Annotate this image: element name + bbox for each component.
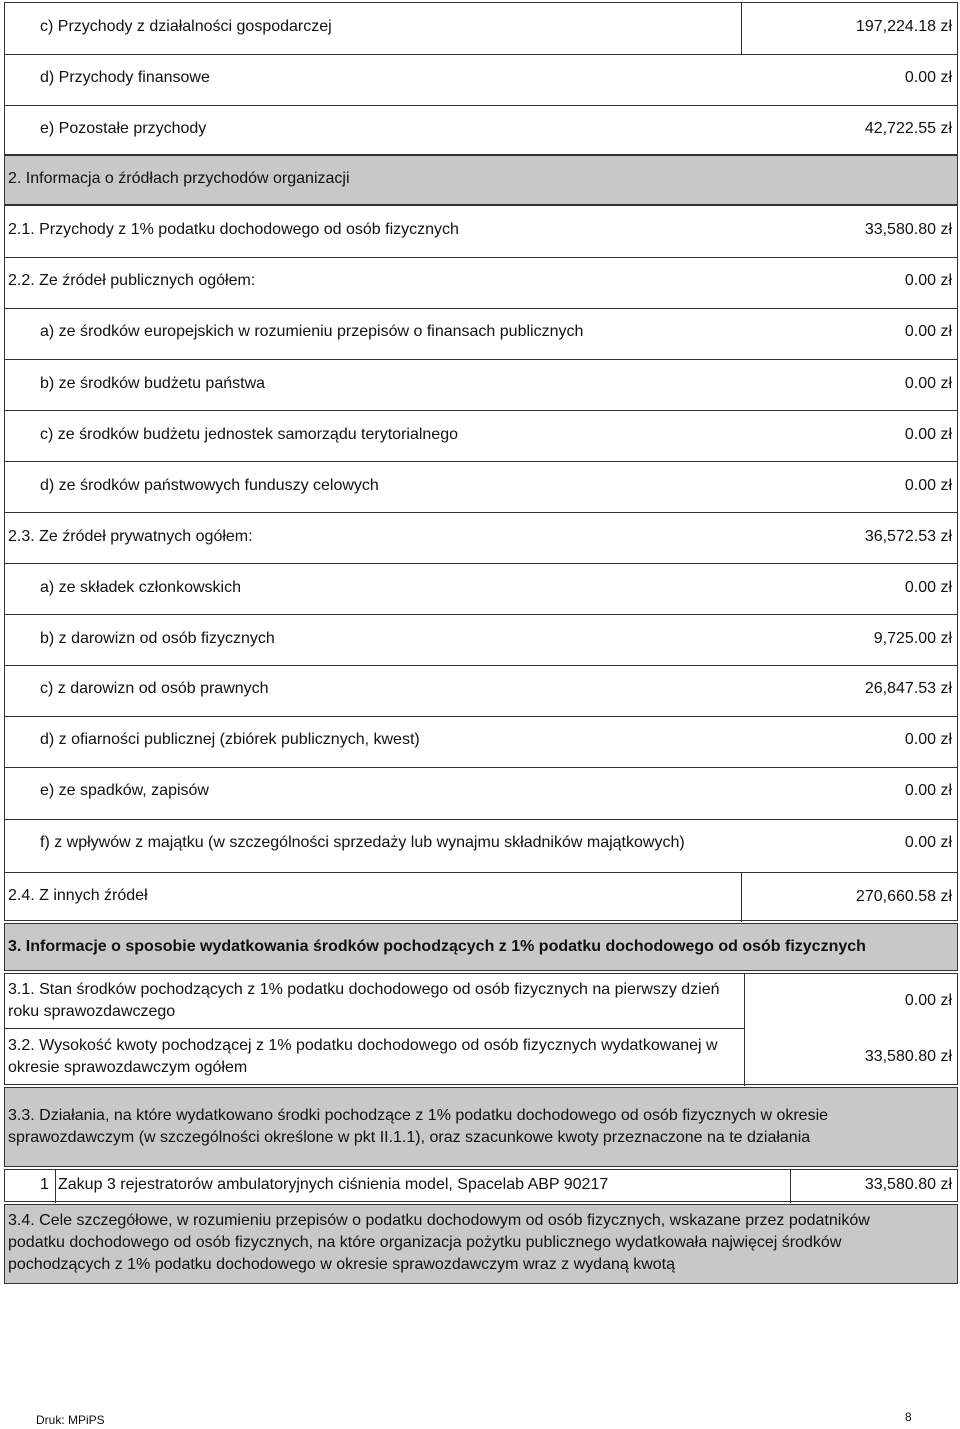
section2-row-label: d) z ofiarności publicznej (zbiórek publicznych, kwest) — [40, 731, 420, 748]
income-row-label: d) Przychody finansowe — [40, 69, 210, 86]
section2-row-value: 9,725.00 zł — [873, 630, 952, 647]
section2-row-label: c) ze środków budżetu jednostek samorządu terytorialnego — [40, 426, 458, 443]
section2-row-label: d) ze środków państwowych funduszy celowych — [40, 477, 379, 494]
section2-row-value: 33,580.80 zł — [864, 221, 952, 238]
section2-row-label: b) z darowizn od osób fizycznych — [40, 630, 275, 647]
section2-row-label: 2.1. Przychody z 1% podatku dochodowego od osób fizycznych — [8, 221, 459, 238]
section2-row-label: c) z darowizn od osób prawnych — [40, 680, 269, 697]
section2-row-value: 0.00 zł — [904, 477, 952, 494]
section2-row-value: 0.00 zł — [904, 272, 952, 289]
income-row-label: c) Przychody z działalności gospodarczej — [40, 18, 332, 35]
section3-row-label: 3.1. Stan środków pochodzących z 1% podatku dochodowego od osób fizycznych na pierwszy dzień roku sprawozdawczego — [8, 981, 720, 1020]
section2-table — [4, 205, 958, 921]
section2-row-value: 0.00 zł — [904, 579, 952, 596]
section2-row-value: 0.00 zł — [904, 375, 952, 392]
action-number: 1 — [40, 1176, 49, 1193]
section2-row-value: 0.00 zł — [904, 834, 952, 851]
action-value: 33,580.80 zł — [864, 1176, 952, 1193]
section3-title: 3. Informacje o sposobie wydatkowania środków pochodzących z 1% podatku dochodowego od osób fizycznych — [8, 938, 866, 955]
section2-row-value: 270,660.58 zł — [855, 888, 952, 905]
income-row-value: 197,224.18 zł — [855, 18, 952, 35]
income-row-label: e) Pozostałe przychody — [40, 120, 207, 137]
section2-row-value: 36,572.53 zł — [864, 528, 952, 545]
print-label: Druk: MPiPS — [36, 1413, 105, 1427]
section3-row-value: 33,580.80 zł — [864, 1048, 952, 1065]
section2-row-label: b) ze środków budżetu państwa — [40, 375, 266, 392]
section2-row-value: 0.00 zł — [904, 323, 952, 340]
section2-row-label: a) ze składek członkowskich — [40, 579, 241, 596]
section2-row-label: a) ze środków europejskich w rozumieniu przepisów o finansach publicznych — [40, 323, 584, 340]
action-label: Zakup 3 rejestratorów ambulatoryjnych ciśnienia model, Spacelab ABP 90217 — [58, 1176, 609, 1193]
section34-text: 3.4. Cele szczegółowe, w rozumieniu przepisów o podatku dochodowym od osób fizycznych, wskazane przez podatników podatku dochodowego od osób fizycznych, na które organizacja pożytku publicznego wydatkowała najwięcej środków pochodzących z 1% podatku dochodowego w okresie sprawozdawczym wraz z wydaną kwotą — [8, 1212, 870, 1273]
section2-row-value: 0.00 zł — [904, 426, 952, 443]
section2-row-label: 2.3. Ze źródeł prywatnych ogółem: — [8, 528, 253, 545]
section3-row-value: 0.00 zł — [904, 992, 952, 1009]
section2-row-label: 2.2. Ze źródeł publicznych ogółem: — [8, 272, 256, 289]
section2-row-value: 26,847.53 zł — [864, 680, 952, 697]
section2-row-value: 0.00 zł — [904, 782, 952, 799]
income-row-value: 0.00 zł — [904, 69, 952, 86]
section33-text: 3.3. Działania, na które wydatkowano środki pochodzące z 1% podatku dochodowego od osób fizycznych w okresie sprawozdawczym (w szczególności określone w pkt II.1.1), oraz szacunkowe kwoty przeznaczone na te działania — [8, 1107, 829, 1146]
section3-row-label: 3.2. Wysokość kwoty pochodzącej z 1% podatku dochodowego od osób fizycznych wydatkowanej w okresie sprawozdawczym ogółem — [8, 1037, 718, 1076]
section2-title: 2. Informacja o źródłach przychodów organizacji — [8, 170, 350, 187]
income-row-value: 42,722.55 zł — [864, 120, 952, 137]
section2-row-label: e) ze spadków, zapisów — [40, 782, 209, 799]
section2-row-label: 2.4. Z innych źródeł — [8, 887, 148, 904]
section2-row-value: 0.00 zł — [904, 731, 952, 748]
section2-row-label: f) z wpływów z majątku (w szczególności sprzedaży lub wynajmu składników majątkowych) — [40, 834, 685, 851]
page-number: 8 — [905, 1410, 912, 1424]
